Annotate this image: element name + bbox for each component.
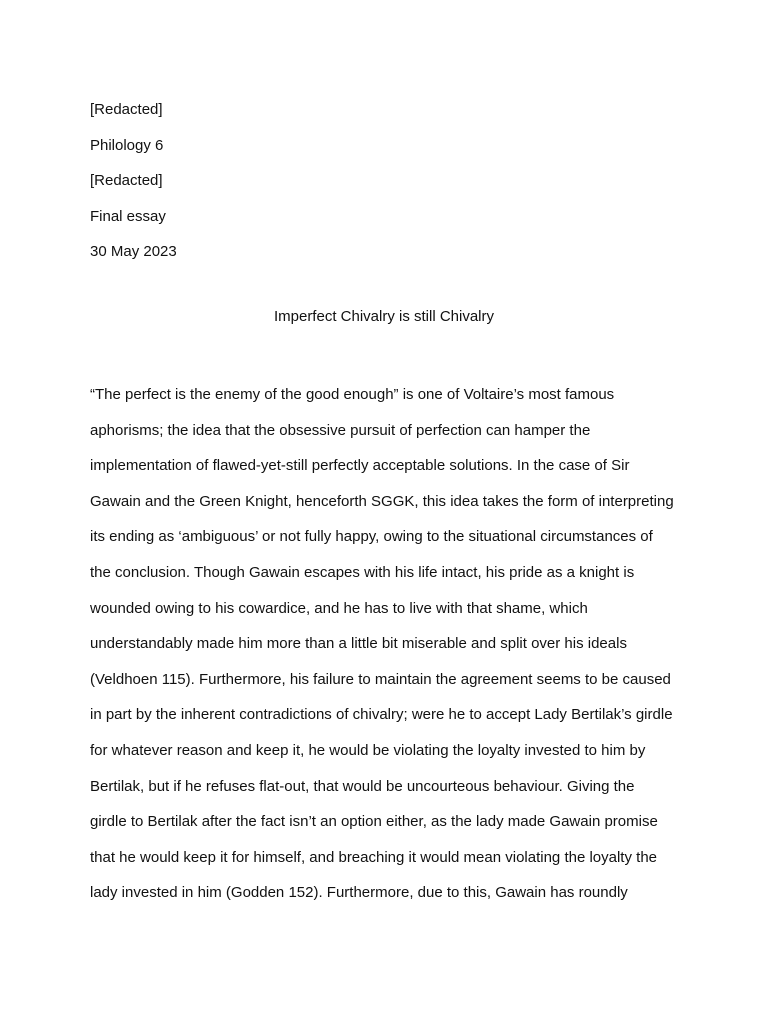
body-line: its ending as ‘ambiguous’ or not fully happy, owing to the situational circumstances of xyxy=(90,528,653,546)
body-line: the conclusion. Though Gawain escapes with his life intact, his pride as a knight is xyxy=(90,563,635,581)
body-line xyxy=(90,484,690,520)
essay-body xyxy=(90,377,690,911)
essay-title: Imperfect Chivalry is still Chivalry xyxy=(273,308,495,325)
essay-header xyxy=(90,92,177,270)
header-assignment: Final essay xyxy=(90,207,166,225)
body-line: “The perfect is the enemy of the good enough” is one of Voltaire’s most famous xyxy=(90,386,615,403)
body-line: that he would keep it for himself, and breaching it would mean violating the loyalty the xyxy=(90,848,657,866)
body-text-run: henceforth xyxy=(291,492,372,510)
italic-title-run: Gawain and the Green Knight, xyxy=(90,492,292,510)
body-text-run: , this idea takes the form of interpreting xyxy=(414,492,674,510)
body-line: wounded owing to his cowardice, and he has to live with that shame, which xyxy=(90,599,588,617)
body-line: for whatever reason and keep it, he would be violating the loyalty invested to him by xyxy=(90,741,646,759)
header-author: [Redacted] xyxy=(90,101,163,118)
header-instructor: [Redacted] xyxy=(90,172,163,190)
body-line: in part by the inherent contradictions of chivalry; were he to accept Lady Bertilak’s girdle xyxy=(90,706,673,724)
italic-abbrev-run: SGGK xyxy=(371,492,415,510)
header-date: 30 May 2023 xyxy=(90,243,177,261)
body-line: aphorisms; the idea that the obsessive pursuit of perfection can hamper the xyxy=(90,421,591,439)
italic-title-run: Sir xyxy=(611,457,630,475)
body-line xyxy=(90,448,690,484)
header-course: Philology 6 xyxy=(90,136,164,154)
body-line: girdle to Bertilak after the fact isn’t an option either, as the lady made Gawain promise xyxy=(90,813,658,831)
body-line: (Veldhoen 115). Furthermore, his failure to maintain the agreement seems to be caused xyxy=(90,670,671,688)
body-line: understandably made him more than a little bit miserable and split over his ideals xyxy=(90,635,627,653)
body-line: Bertilak, but if he refuses flat-out, that would be uncourteous behaviour. Giving the xyxy=(90,777,635,795)
body-text-run: implementation of flawed-yet-still perfectly acceptable solutions. In the case of xyxy=(90,457,612,475)
body-line: lady invested in him (Godden 152). Furthermore, due to this, Gawain has roundly xyxy=(90,884,628,902)
